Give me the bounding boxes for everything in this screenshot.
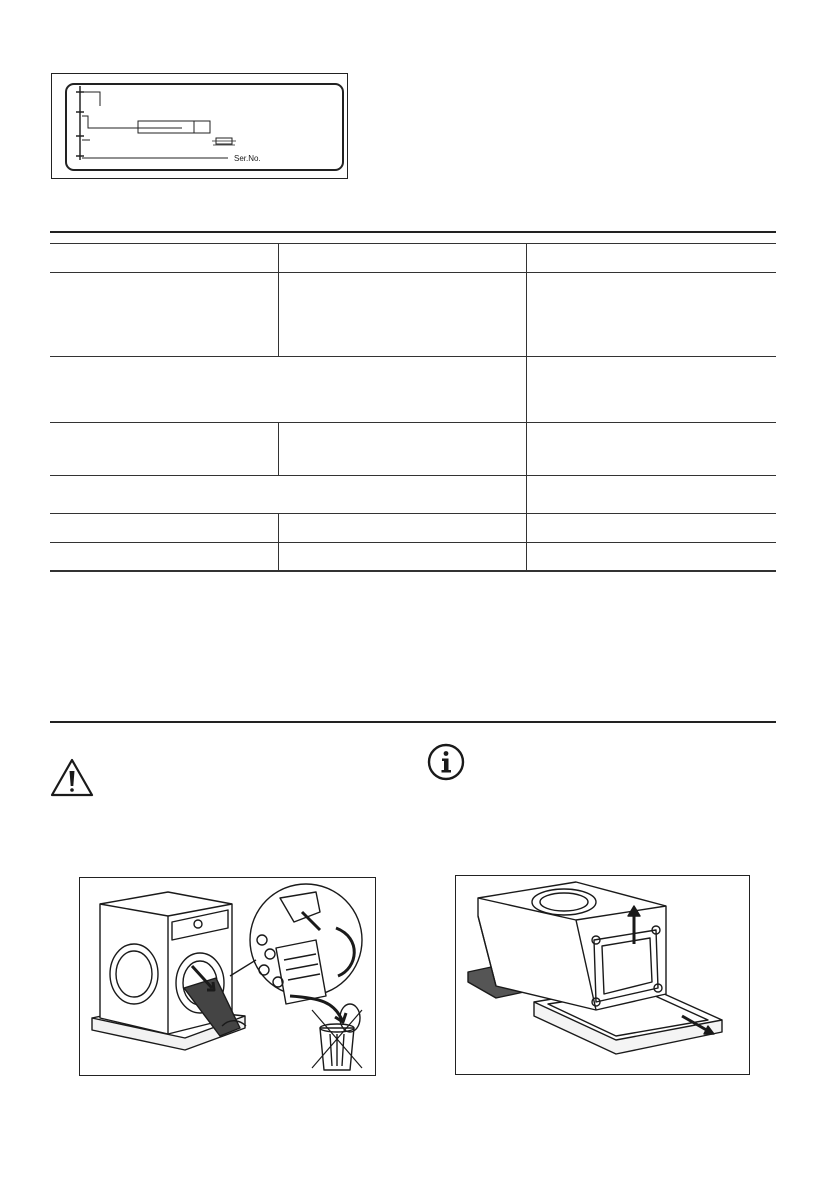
rating-plate-figure bbox=[51, 73, 348, 179]
table-cell bbox=[50, 356, 526, 422]
section-divider-bottom bbox=[50, 721, 776, 723]
table-cell bbox=[50, 513, 278, 542]
warning-triangle-icon bbox=[49, 757, 95, 799]
table-border-bottom bbox=[50, 570, 776, 572]
table-cell bbox=[526, 475, 776, 513]
rating-plate-drawing bbox=[52, 74, 347, 178]
table-cell bbox=[50, 422, 278, 475]
table-cell bbox=[50, 272, 278, 356]
info-circle-icon bbox=[427, 743, 465, 781]
table-cell bbox=[50, 243, 278, 272]
base-removal-illustration bbox=[455, 875, 750, 1075]
table-cell bbox=[50, 542, 278, 570]
table-cell bbox=[278, 243, 526, 272]
serial-number-label: Ser.No. bbox=[234, 154, 261, 163]
specifications-table bbox=[50, 243, 776, 571]
table-cell bbox=[278, 272, 526, 356]
table-cell bbox=[526, 422, 776, 475]
table-cell bbox=[526, 513, 776, 542]
unpacking-illustration bbox=[79, 877, 376, 1076]
section-divider-top bbox=[50, 231, 776, 233]
table-cell bbox=[278, 513, 526, 542]
table-cell bbox=[526, 542, 776, 570]
table-cell bbox=[278, 422, 526, 475]
table-cell bbox=[50, 475, 526, 513]
table-cell bbox=[526, 356, 776, 422]
table-cell bbox=[526, 243, 776, 272]
table-cell bbox=[278, 542, 526, 570]
table-cell bbox=[526, 272, 776, 356]
